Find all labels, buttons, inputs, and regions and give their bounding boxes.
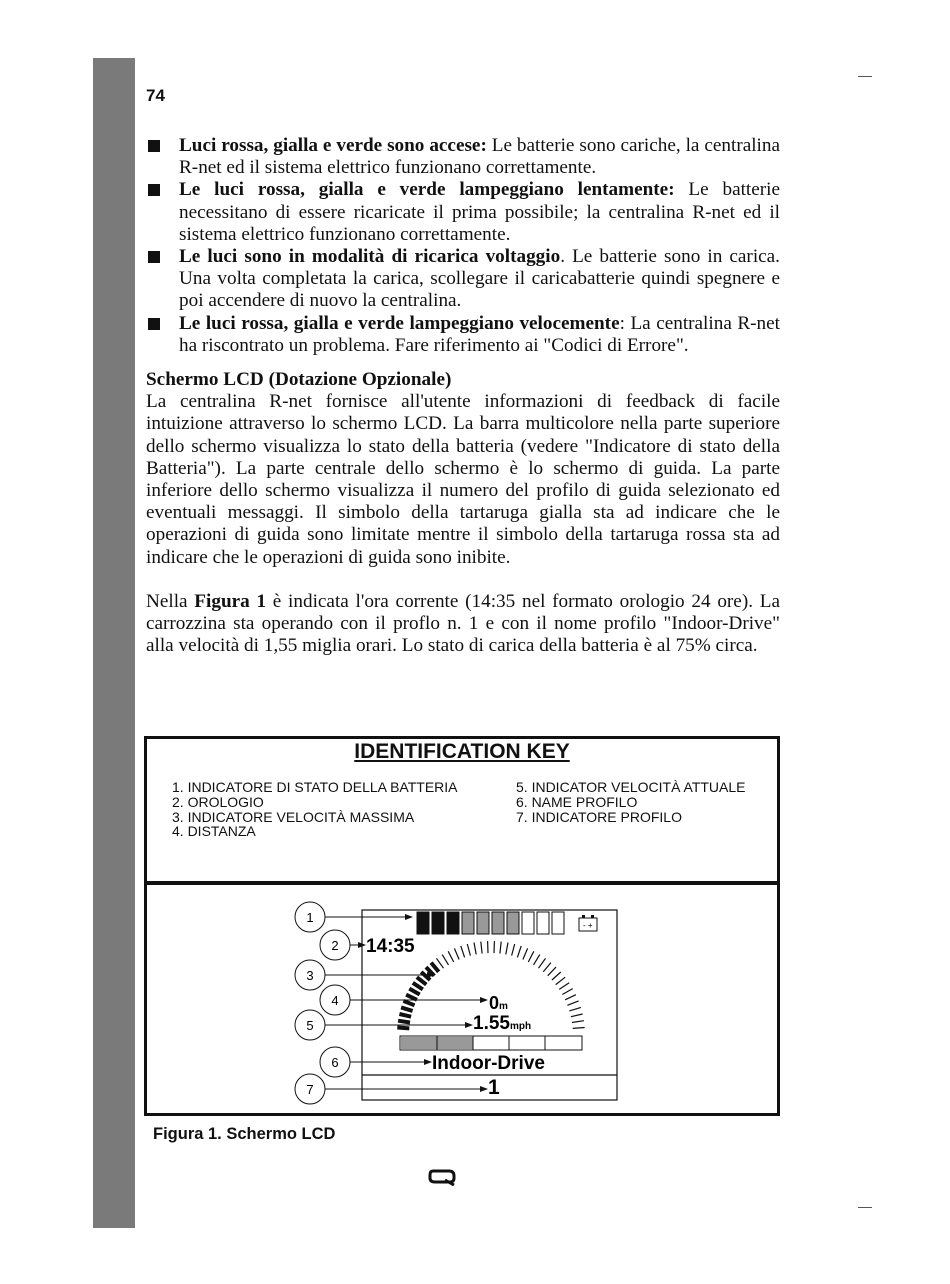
list-item [146, 313, 780, 357]
crop-mark-top [858, 76, 872, 77]
callout-label-3: 3 [306, 968, 314, 983]
key-item: 4. DISTANZA [172, 823, 256, 840]
page-number: 74 [146, 86, 165, 105]
status-list [146, 135, 780, 357]
distance-unit: m [499, 1001, 508, 1012]
identification-key-box [144, 736, 780, 1116]
callout-label-6: 6 [331, 1055, 339, 1070]
bullet-text: Le batterie necessitano di essere ricaricate il prima possibile; la centralina R-net ed il sistema elettrico funzionano correttamente. [179, 179, 781, 245]
gauge-tick [397, 1028, 409, 1029]
key-item: 5. INDICATOR VELOCITÀ ATTUALE [516, 779, 746, 795]
speed-value: 1.55 [473, 1013, 510, 1034]
key-item: 6. NAME PROFILO [516, 793, 638, 810]
figure-caption: Figura 1. Schermo LCD [153, 1125, 336, 1143]
callout-label-7: 7 [306, 1082, 314, 1097]
clock-readout: 14:35 [366, 936, 415, 957]
bullet-bold: Luci rossa, gialla e verde sono accese: [179, 135, 487, 156]
gauge-tick [398, 1021, 410, 1023]
bullet-text: . Le batterie sono in carica. Una volta completata la carica, scollegare il caricabatterie quindi spegnere e poi accendere di nuovo la centralina. [179, 246, 780, 312]
battery-segment [507, 912, 519, 934]
key-item: 2. OROLOGIO [172, 793, 264, 810]
key-item: 3. INDICATORE VELOCITÀ MASSIMA [172, 808, 415, 825]
paragraph-text: è indicata l'ora corrente (14:35 nel formato orologio 24 ore). La carrozzina sta operando con il proflo n. 1 e con il nome profilo "Indoor-Drive" alla velocità di 1,55 miglia orari. Lo stato di carica della batteria è al 75% circa. [146, 590, 780, 657]
margin-bar [93, 58, 135, 1228]
profile-number-readout: 1 [488, 1076, 500, 1099]
bullet-square-icon [148, 140, 160, 152]
identification-key-title: IDENTIFICATION KEY [354, 740, 570, 763]
bullet-bold: Le luci rossa, gialla e verde lampeggiano lentamente: [179, 179, 675, 201]
bullet-square-icon [148, 251, 160, 263]
lcd-diagram [147, 885, 777, 1113]
key-item: 1. INDICATORE DI STATO DELLA BATTERIA [172, 779, 458, 795]
section-title: Schermo LCD (Dotazione Opzionale) [146, 369, 452, 391]
bullet-text: Le batterie sono cariche, la centralina R-net ed il sistema elettrico funzionano correttamente. [179, 135, 780, 179]
battery-segment [417, 912, 429, 934]
paragraph-text: Nella [146, 590, 195, 612]
key-list-right [516, 780, 746, 824]
bullet-square-icon [148, 184, 160, 196]
bullet-text: : La centralina R-net ha riscontrato un problema. Fare riferimento ai "Codici di Errore". [179, 312, 780, 356]
battery-segment [492, 912, 504, 934]
callout-label-1: 1 [306, 910, 314, 925]
bullet-bold: Le luci rossa, gialla e verde lampeggiano velocemente [179, 312, 620, 334]
battery-segment [552, 912, 564, 934]
figure-paragraph [146, 591, 780, 658]
callout-label-2: 2 [331, 938, 339, 953]
key-item: 7. INDICATORE PROFILO [516, 808, 682, 825]
speed-unit: mph [509, 1021, 532, 1032]
list-item [146, 179, 780, 246]
battery-segment [522, 912, 534, 934]
battery-segment [537, 912, 549, 934]
battery-segment [432, 912, 444, 934]
main-content [146, 135, 780, 657]
gauge-tick [399, 1014, 411, 1017]
speed-bar [400, 1036, 582, 1050]
quantum-logo-icon [428, 1168, 456, 1186]
battery-segment [447, 912, 459, 934]
bullet-square-icon [148, 318, 160, 330]
section-paragraph: La centralina R-net fornisce all'utente informazioni di feedback di facile intuizione attraverso lo schermo LCD. La barra multicolore nella parte superiore dello schermo visualizza lo stato della batteria (vedere "Indicatore di stato della Batteria"). La parte centrale dello schermo è lo schermo di guida. La parte inferiore dello schermo visualizza il numero del profilo di guida selezionato ed eventuali messaggi. Il simbolo della tartaruga gialla sta ad indicare che le operazioni di guida sono limitate mentre il simbolo della tartaruga rossa sta ad indicare che le operazioni di guida sono inibite. [146, 391, 780, 568]
list-item [146, 135, 780, 179]
bullet-bold: Le luci sono in modalità di ricarica voltaggio [179, 246, 561, 268]
profile-name-readout: Indoor-Drive [432, 1053, 545, 1074]
distance-value: 0 [489, 993, 500, 1013]
battery-segment [462, 912, 474, 934]
callout-label-4: 4 [331, 993, 339, 1008]
figure-ref: Figura 1 [194, 590, 267, 612]
svg-text:- +: - + [583, 921, 593, 930]
list-item [146, 246, 780, 313]
callout-label-5: 5 [306, 1018, 314, 1033]
battery-segment [477, 912, 489, 934]
crop-mark-bottom [858, 1207, 872, 1208]
key-list-left [172, 780, 458, 839]
